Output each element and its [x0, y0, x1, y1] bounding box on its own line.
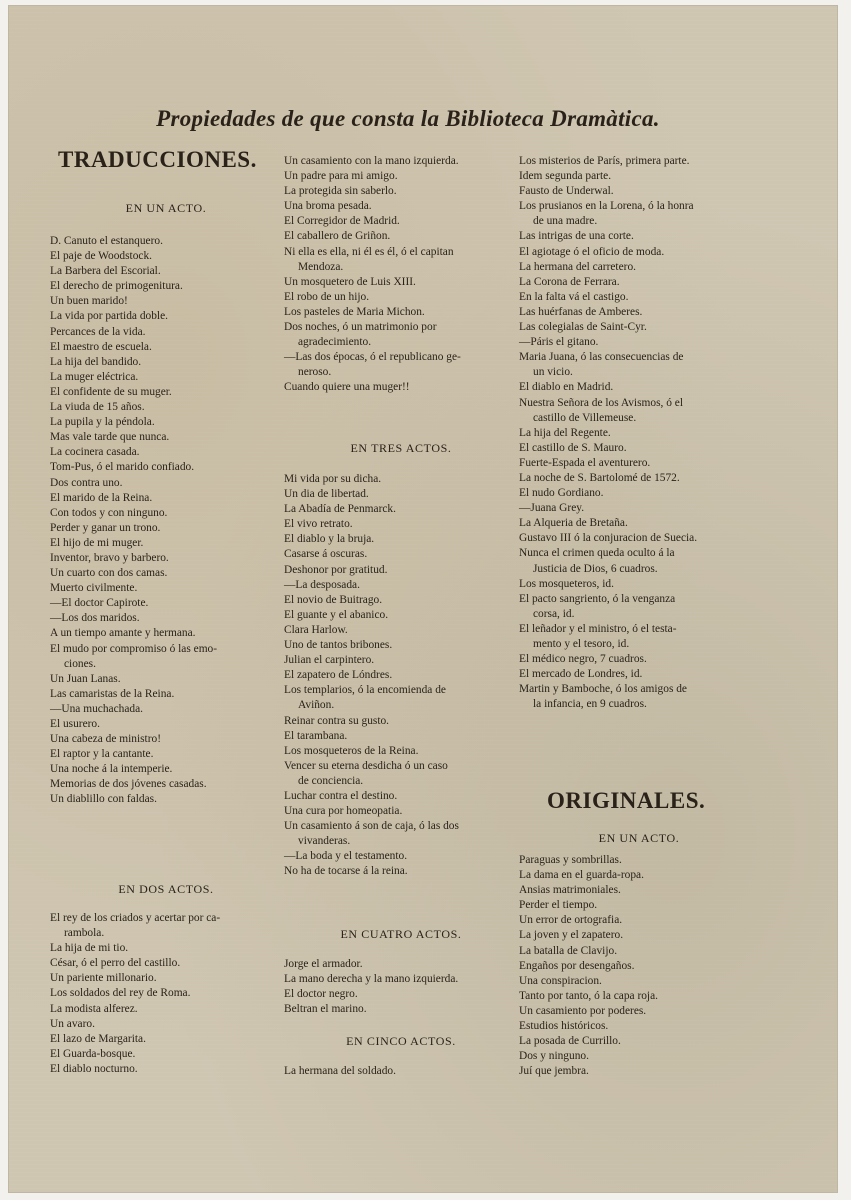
play-title: El diablo nocturno.: [50, 1062, 138, 1075]
play-title: Un dia de libertad.: [284, 488, 369, 501]
play-title: El agiotage ó el oficio de moda.: [519, 245, 665, 258]
play-title: Perder y ganar un trono.: [50, 521, 161, 534]
section-heading-cinco-actos: EN CINCO ACTOS.: [346, 1034, 456, 1048]
play-title: Las intrigas de una corte.: [519, 230, 634, 243]
play-title: El mudo por compromiso ó las emo-: [50, 642, 218, 655]
play-title: El robo de un hijo.: [284, 290, 370, 303]
play-title: César, ó el perro del castillo.: [50, 957, 181, 970]
play-title: Casarse á oscuras.: [284, 548, 368, 561]
play-title: corsa, id.: [533, 607, 575, 620]
play-title: Justicia de Dios, 6 cuadros.: [533, 562, 658, 575]
play-title: La hermana del carretero.: [519, 260, 636, 273]
play-title: Clara Harlow.: [284, 623, 348, 636]
play-title: El guante y el abanico.: [284, 608, 389, 621]
play-title: Un avaro.: [50, 1017, 95, 1030]
play-title: ciones.: [64, 657, 96, 670]
play-title: —Páris el gitano.: [519, 336, 599, 349]
list-tres-actos-col2: [284, 472, 518, 880]
section-heading-cuatro-actos: EN CUATRO ACTOS.: [340, 927, 462, 941]
play-title: Vencer su eterna desdicha ó un caso: [284, 759, 448, 772]
play-title: Estudios históricos.: [519, 1020, 609, 1033]
play-title: El paje de Woodstock.: [50, 250, 152, 263]
play-title: Ni ella es ella, ni él es él, ó el capitan: [284, 245, 454, 258]
play-title: Los mosqueteros, id.: [519, 577, 614, 590]
play-title: La posada de Currillo.: [519, 1035, 621, 1048]
play-title: El nudo Gordiano.: [519, 487, 604, 500]
play-title: El doctor negro.: [284, 988, 358, 1001]
column-1-dos-actos: [50, 882, 282, 897]
play-title: Nunca el crimen queda oculto á la: [519, 547, 675, 560]
play-title: Gustavo III ó la conjuracion de Suecia.: [519, 532, 698, 545]
play-title: La viuda de 15 años.: [50, 401, 145, 414]
play-title: La joven y el zapatero.: [519, 929, 624, 942]
play-title: Un Juan Lanas.: [50, 672, 121, 685]
play-title: Cuando quiere una muger!!: [284, 381, 410, 394]
play-title: Maria Juana, ó las consecuencias de: [519, 351, 684, 364]
play-title: mento y el tesoro, id.: [533, 638, 630, 650]
play-title: El médico negro, 7 cuadros.: [519, 653, 647, 666]
play-title: La Abadía de Penmarck.: [284, 503, 396, 516]
play-title: El pacto sangriento, ó la venganza: [519, 592, 676, 605]
play-title: Dos y ninguno.: [519, 1050, 589, 1063]
play-title: El mercado de Londres, id.: [519, 668, 643, 681]
play-title: Los misterios de París, primera parte.: [519, 155, 690, 167]
play-title: —Una muchachada.: [50, 702, 143, 715]
play-title: Deshonor por gratitud.: [284, 563, 388, 576]
play-title: El zapatero de Lóndres.: [284, 669, 393, 682]
play-title: Las camaristas de la Reina.: [50, 687, 175, 700]
play-title: El vivo retrato.: [284, 518, 353, 531]
play-title: Tanto por tanto, ó la capa roja.: [519, 989, 659, 1002]
play-title: Aviñon.: [298, 699, 335, 712]
play-title: La vida por partida doble.: [50, 310, 168, 323]
play-title: El marido de la Reina.: [50, 491, 153, 504]
play-title: El leñador y el ministro, ó el testa-: [519, 622, 677, 635]
column-3-originales-un-acto: [519, 831, 759, 846]
play-title: Jorge el armador.: [284, 958, 363, 970]
play-title: No ha de tocarse á la reina.: [284, 865, 408, 878]
play-title: Una cabeza de ministro!: [50, 733, 162, 746]
play-title: Un cuarto con dos camas.: [50, 567, 168, 580]
play-title: Los mosqueteros de la Reina.: [284, 744, 419, 757]
play-title: Perder el tiempo.: [519, 899, 598, 912]
play-title: El maestro de escuela.: [50, 340, 152, 353]
play-title: La Barbera del Escorial.: [50, 265, 161, 278]
play-title: La protegida sin saberlo.: [284, 185, 397, 198]
section-heading-un-acto: EN UN ACTO.: [125, 201, 207, 215]
play-title: Un casamiento á son de caja, ó las dos: [284, 820, 459, 833]
play-title: Un mosquetero de Luis XIII.: [284, 275, 416, 288]
play-title: Reinar contra su gusto.: [284, 714, 390, 727]
play-title: Percances de la vida.: [50, 325, 146, 338]
list-cuatro-actos: [284, 957, 518, 1017]
play-title: Las colegialas de Saint-Cyr.: [519, 321, 647, 334]
play-title: Idem segunda parte.: [519, 170, 612, 183]
play-title: El hijo de mi muger.: [50, 536, 144, 549]
play-title: —Las dos épocas, ó el republicano ge-: [284, 351, 461, 364]
play-title: agradecimiento.: [298, 336, 372, 349]
play-title: Inventor, bravo y barbero.: [50, 551, 169, 564]
play-title: La noche de S. Bartolomé de 1572.: [519, 471, 680, 484]
play-title: Fausto de Underwal.: [519, 185, 614, 198]
list-tres-actos-col3: [519, 154, 759, 712]
play-title: Una noche á la intemperie.: [50, 763, 173, 776]
play-title: Un buen marido!: [50, 295, 128, 308]
play-title: Paraguas y sombrillas.: [519, 854, 622, 866]
play-title: Julian el carpintero.: [284, 654, 375, 667]
play-title: El diablo en Madrid.: [519, 381, 614, 394]
play-title: Un diablillo con faldas.: [50, 793, 157, 806]
play-title: Mi vida por su dicha.: [284, 473, 382, 485]
play-title: Tom-Pus, ó el marido confiado.: [50, 461, 195, 474]
play-title: Con todos y con ninguno.: [50, 506, 168, 519]
play-title: La muger eléctrica.: [50, 370, 139, 383]
play-title: vivanderas.: [298, 835, 351, 848]
play-title: un vicio.: [533, 366, 573, 379]
play-title: Los prusianos en la Lorena, ó la honra: [519, 200, 694, 213]
play-title: El novio de Buitrago.: [284, 593, 383, 606]
play-title: Luchar contra el destino.: [284, 789, 398, 802]
play-title: La modista alferez.: [50, 1002, 138, 1015]
section-heading-tres-actos: EN TRES ACTOS.: [350, 441, 452, 455]
play-title: —Los dos maridos.: [50, 612, 140, 625]
play-title: El diablo y la bruja.: [284, 533, 375, 546]
play-title: Memorias de dos jóvenes casadas.: [50, 778, 207, 791]
play-title: Nuestra Señora de los Avismos, ó el: [519, 396, 683, 409]
play-title: castillo de Villemeuse.: [533, 411, 637, 424]
play-title: El tarambana.: [284, 729, 348, 742]
play-title: —Juana Grey.: [519, 502, 585, 515]
play-title: Los templarios, ó la encomienda de: [284, 684, 446, 697]
play-title: Engaños por desengaños.: [519, 959, 635, 972]
play-title: —La boda y el testamento.: [284, 850, 408, 863]
play-title: Juí que jembra.: [519, 1065, 589, 1078]
play-title: La Corona de Ferrara.: [519, 275, 620, 288]
list-un-acto-col1: [50, 234, 282, 808]
play-title: Martin y Bamboche, ó los amigos de: [519, 683, 687, 696]
printed-sheet: [8, 5, 838, 1193]
play-title: neroso.: [298, 366, 332, 379]
play-title: Las huérfanas de Amberes.: [519, 305, 643, 318]
play-title: Los soldados del rey de Roma.: [50, 987, 191, 1000]
play-title: Dos noches, ó un matrimonio por: [284, 321, 437, 334]
play-title: Fuerte-Espada el aventurero.: [519, 456, 651, 469]
traducciones-heading: TRADUCCIONES.: [58, 147, 257, 172]
play-title: Mendoza.: [298, 260, 344, 273]
play-title: A un tiempo amante y hermana.: [50, 627, 196, 640]
play-title: de conciencia.: [298, 774, 364, 787]
play-title: La dama en el guarda-ropa.: [519, 869, 644, 882]
play-title: —La desposada.: [284, 578, 360, 591]
play-title: La Alqueria de Bretaña.: [519, 517, 628, 530]
play-title: El rey de los criados y acertar por ca-: [50, 912, 221, 924]
column-1: [50, 147, 282, 172]
play-title: —El doctor Capirote.: [50, 597, 149, 610]
play-title: El confidente de su muger.: [50, 385, 172, 398]
play-title: El caballero de Griñon.: [284, 230, 391, 243]
play-title: Mas vale tarde que nunca.: [50, 431, 170, 444]
play-title: Un error de ortografia.: [519, 914, 623, 927]
column-1-un-acto: [50, 201, 282, 216]
play-title: Un padre para mi amigo.: [284, 170, 398, 183]
play-title: La pupila y la péndola.: [50, 416, 155, 429]
column-2-cinco-actos: [284, 1034, 518, 1049]
play-title: En la falta vá el castigo.: [519, 290, 629, 303]
play-title: Un pariente millonario.: [50, 972, 157, 985]
play-title: La batalla de Clavijo.: [519, 944, 618, 957]
play-title: D. Canuto el estanquero.: [50, 235, 163, 247]
column-2-cuatro-actos: [284, 927, 518, 942]
list-un-acto-col2: [284, 154, 518, 396]
play-title: La hija de mi tio.: [50, 942, 129, 955]
play-title: Un casamiento con la mano izquierda.: [284, 155, 459, 167]
play-title: La hermana del soldado.: [284, 1065, 396, 1077]
play-title: El raptor y la cantante.: [50, 748, 154, 761]
play-title: Ansias matrimoniales.: [519, 884, 621, 897]
play-title: Dos contra uno.: [50, 476, 123, 489]
play-title: la infancia, en 9 cuadros.: [533, 698, 647, 711]
section-heading-originales-un-acto: EN UN ACTO.: [598, 831, 680, 845]
column-3-originales: [519, 788, 759, 813]
play-title: de una madre.: [533, 215, 598, 228]
play-title: Una conspiracion.: [519, 974, 602, 987]
list-cinco-actos: [284, 1064, 518, 1079]
play-title: Una cura por homeopatia.: [284, 805, 403, 818]
play-title: Los pasteles de Maria Michon.: [284, 305, 425, 318]
play-title: La mano derecha y la mano izquierda.: [284, 973, 459, 986]
play-title: El lazo de Margarita.: [50, 1032, 146, 1045]
play-title: El castillo de S. Mauro.: [519, 441, 627, 454]
list-originales-un-acto: [519, 853, 759, 1079]
column-2-tres-actos: [284, 441, 518, 456]
play-title: Muerto civilmente.: [50, 582, 138, 595]
play-title: La hija del Regente.: [519, 426, 611, 439]
play-title: La hija del bandido.: [50, 355, 142, 368]
play-title: Una broma pesada.: [284, 200, 372, 213]
originales-heading: ORIGINALES.: [547, 788, 706, 813]
play-title: El derecho de primogenitura.: [50, 280, 183, 293]
play-title: El usurero.: [50, 718, 100, 730]
play-title: Un casamiento por poderes.: [519, 1004, 647, 1017]
section-heading-dos-actos: EN DOS ACTOS.: [118, 882, 214, 896]
page-title: Propiedades de que consta la Biblioteca Dramàtica.: [156, 106, 660, 131]
play-title: El Corregidor de Madrid.: [284, 215, 400, 228]
play-title: Beltran el marino.: [284, 1003, 367, 1016]
play-title: Uno de tantos bribones.: [284, 639, 393, 652]
list-dos-actos: [50, 911, 282, 1077]
play-title: rambola.: [64, 927, 105, 940]
play-title: La cocinera casada.: [50, 446, 140, 459]
play-title: El Guarda-bosque.: [50, 1047, 136, 1060]
